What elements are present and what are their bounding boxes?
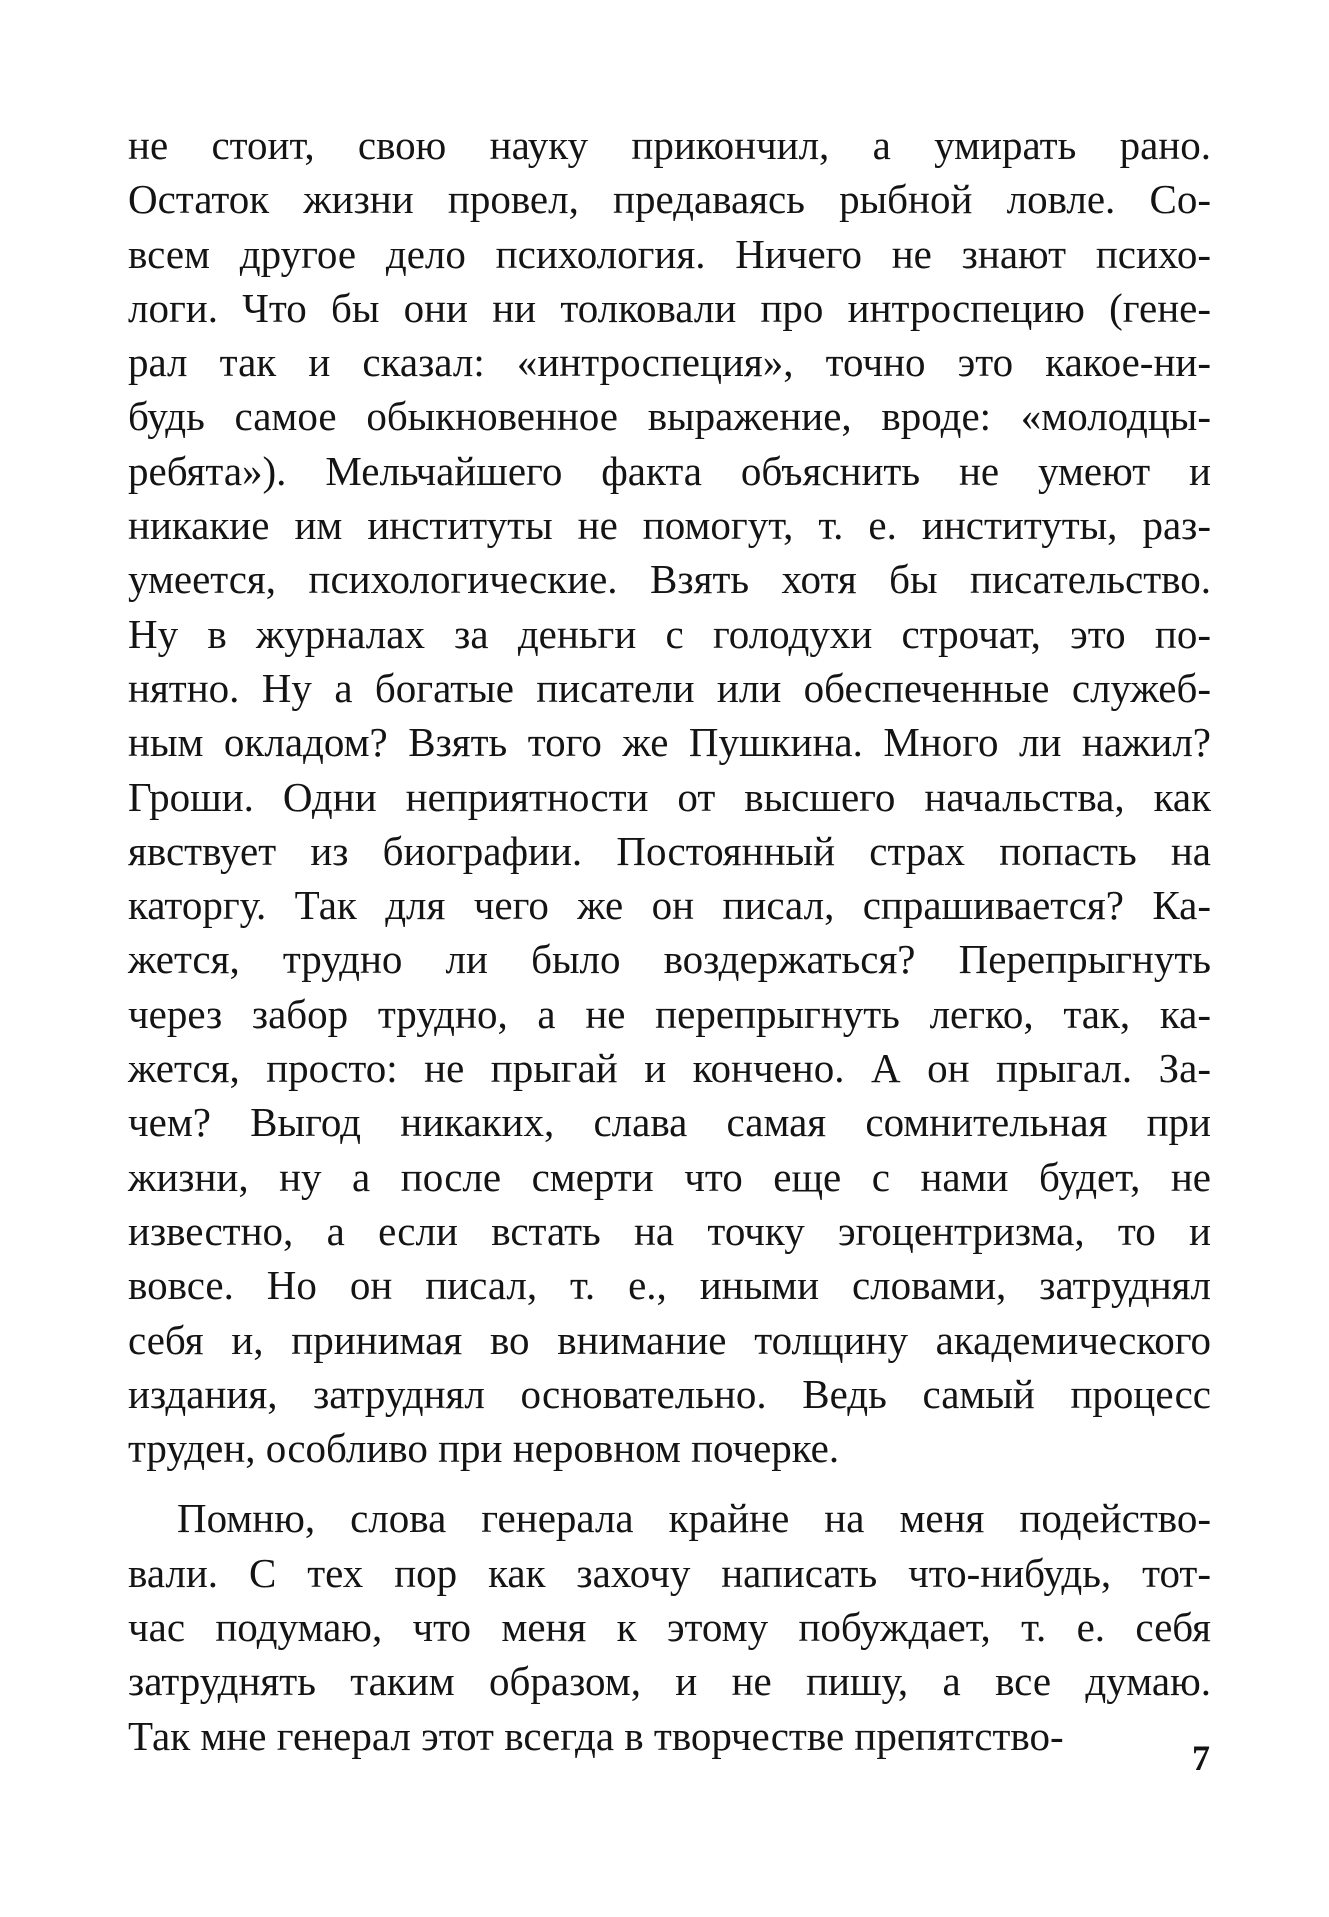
text-line: известно, а если встать на точку эгоцентризма, то и: [128, 1207, 1211, 1254]
text-line: Помню, слова генерала крайне на меня подейство-: [177, 1495, 1211, 1542]
body-text: [128, 118, 1211, 1763]
text-line: жется, просто: не прыгай и кончено. А он прыгал. За-: [128, 1045, 1211, 1092]
text-line: вовсе. Но он писал, т. е., иными словами, затруднял: [128, 1262, 1211, 1309]
text-line: жется, трудно ли было воздержаться? Перепрыгнуть: [128, 936, 1211, 983]
text-line: никакие им институты не помогут, т. е. институты, раз-: [128, 502, 1211, 549]
text-line: час подумаю, что меня к этому побуждает, т. е. себя: [128, 1604, 1211, 1651]
text-line: каторгу. Так для чего же он писал, спрашивается? Ка-: [128, 882, 1211, 929]
text-line: умеется, психологические. Взять хотя бы писательство.: [128, 556, 1211, 603]
text-line: логи. Что бы они ни толковали про интроспецию (гене-: [128, 284, 1211, 331]
text-line: себя и, принимая во внимание толщину академического: [128, 1316, 1211, 1363]
text-line: затруднять таким образом, и не пишу, а все думаю.: [128, 1658, 1211, 1705]
text-line: ным окладом? Взять того же Пушкина. Много ли нажил?: [128, 719, 1211, 766]
page-number: 7: [1192, 1738, 1210, 1778]
text-line: Ну в журналах за деньги с голодухи строчат, это по-: [128, 610, 1211, 657]
text-line: жизни, ну а после смерти что еще с нами будет, не: [128, 1153, 1211, 1200]
text-line: всем другое дело психология. Ничего не знают психо-: [128, 230, 1211, 277]
text-line: Остаток жизни провел, предаваясь рыбной ловле. Со-: [128, 176, 1211, 223]
text-line: рал так и сказал: «интроспеция», точно это какое-ни-: [128, 339, 1211, 386]
text-line: Так мне генерал этот всегда в творчестве препятство-: [128, 1712, 1064, 1759]
paragraph: [128, 118, 1211, 1475]
paragraph: [128, 1491, 1211, 1762]
text-line: не стоит, свою науку прикончил, а умирать рано.: [128, 122, 1211, 168]
text-line: издания, затруднял основательно. Ведь самый процесс: [128, 1370, 1211, 1417]
text-line: будь самое обыкновенное выражение, вроде: «молодцы-: [128, 393, 1211, 440]
text-line: Гроши. Одни неприятности от высшего начальства, как: [128, 773, 1211, 820]
text-line: нятно. Ну а богатые писатели или обеспеченные служеб-: [128, 664, 1211, 711]
text-line: чем? Выгод никаких, слава самая сомнительная при: [128, 1099, 1211, 1146]
text-line: ребята»). Мельчайшего факта объяснить не умеют и: [128, 447, 1211, 494]
text-line: вали. С тех пор как захочу написать что-нибудь, тот-: [128, 1549, 1211, 1596]
text-line: явствует из биографии. Постоянный страх попасть на: [128, 827, 1211, 874]
text-line: через забор трудно, а не перепрыгнуть легко, так, ка-: [128, 990, 1211, 1037]
text-line: труден, особливо при неровном почерке.: [128, 1425, 840, 1472]
